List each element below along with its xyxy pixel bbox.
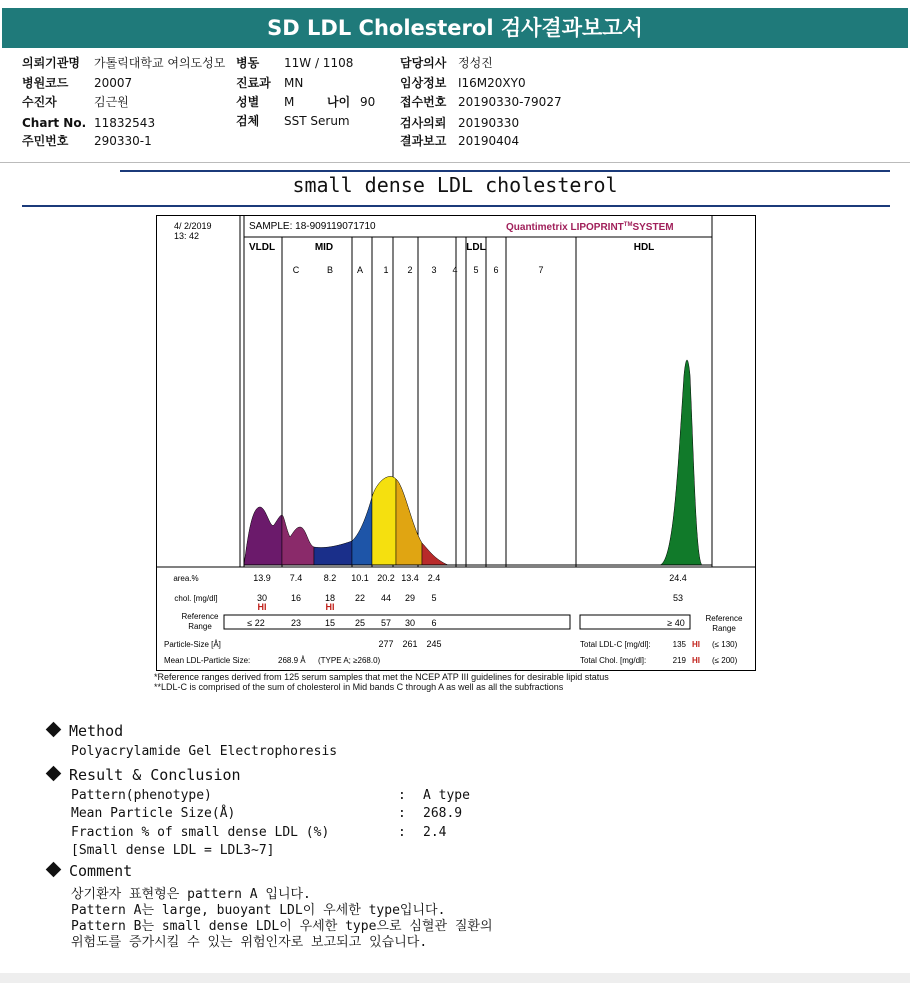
footnote-1: *Reference ranges derived from 125 serum samples that met the NCEP ATP III guidelines for desirable lipid status [154, 672, 609, 682]
result-heading-text: Result & Conclusion [69, 766, 241, 784]
code-value: 20007 [94, 76, 133, 90]
result-note: [Small dense LDL = LDL3~7] [71, 843, 275, 858]
comment-line-4: 위험도를 증가시킬 수 있는 위험인자로 보고되고 있습니다. [71, 935, 428, 950]
result-val-2: 268.9 [423, 806, 463, 821]
report-title: SD LDL Cholesterol 검사결과보고서 [2, 8, 908, 48]
brand-label: Quantimetrix LIPOPRINT™SYSTEM [506, 222, 674, 233]
comment-heading [48, 862, 132, 880]
total-chol-value: 219 [672, 656, 686, 665]
band-label-A: A [356, 265, 364, 275]
result-val-1: A type [423, 788, 470, 803]
method-heading-text: Method [69, 722, 124, 740]
row-label-size: Particle-Size [Å] [164, 640, 221, 649]
area-value: 13.4 [401, 573, 419, 583]
total-chol-label: Total Chol. [mg/dl]: [580, 656, 647, 665]
group-vldl: VLDL [248, 242, 276, 253]
area-value: 10.1 [351, 573, 369, 583]
diamond-bullet-icon [46, 862, 62, 878]
total-ldl-value: 135 [672, 640, 686, 649]
result-val-3: 2.4 [423, 825, 447, 840]
divider [0, 162, 910, 163]
receipt-value: 20190330-79027 [458, 95, 562, 109]
patient-value: 김근원 [94, 95, 129, 109]
hospital-value: 가톨릭대학교 여의도성모 [94, 56, 226, 70]
result-key-3: Fraction % of small dense LDL (%) [71, 825, 330, 840]
title-rule-bottom [22, 205, 890, 207]
dept-value: MN [284, 76, 304, 90]
diamond-bullet-icon [46, 766, 62, 782]
specimen-label: 검체 [236, 114, 260, 128]
area-value: 20.2 [377, 573, 395, 583]
chol-value: 16 [290, 593, 302, 603]
comment-heading-text: Comment [69, 862, 133, 880]
particle-size-value: 277 [378, 639, 394, 649]
chol-value: 30 [256, 593, 268, 603]
code-label: 병원코드 [22, 76, 69, 90]
chol-value: 44 [380, 593, 392, 603]
chol-value: 53 [672, 593, 684, 603]
dept-label: 진료과 [236, 76, 271, 90]
doctor-label: 담당의사 [400, 56, 447, 70]
ref-value: 15 [324, 618, 336, 628]
specimen-value: SST Serum [284, 114, 350, 128]
chol-value: 29 [404, 593, 416, 603]
band-label-5: 5 [473, 265, 479, 275]
id-value: 290330-1 [94, 134, 152, 148]
comment-line-1: 상기환자 표현형은 pattern A 입니다. [71, 887, 311, 902]
total-ldl-ref: (≤ 130) [712, 640, 738, 649]
ref-value: 30 [404, 618, 416, 628]
method-heading [48, 722, 123, 740]
area-value: 2.4 [427, 573, 441, 583]
chol-value: 18 [324, 593, 336, 603]
ref-value: 6 [431, 618, 437, 628]
result-heading [48, 766, 241, 784]
report-date: 20190404 [458, 134, 520, 148]
row-label-ref: Reference [181, 612, 219, 621]
ward-value: 11W / 1108 [284, 56, 354, 70]
band-label-2: 2 [407, 265, 413, 275]
chart-no-value: 11832543 [94, 116, 156, 130]
band-label-3: 3 [431, 265, 437, 275]
sex-value: M [284, 95, 295, 109]
band-label-1: 1 [383, 265, 389, 275]
bottom-bar [0, 973, 910, 983]
comment-line-2: Pattern A는 large, buoyant LDL이 우세한 type입니다. [71, 903, 446, 918]
area-value: 8.2 [323, 573, 337, 583]
band-label-7: 7 [538, 265, 544, 275]
area-ldl1 [372, 476, 396, 565]
age-label: 나이 [327, 95, 351, 109]
mean-size-value: 268.9 Å [278, 656, 306, 665]
patient-label: 수진자 [22, 95, 57, 109]
title-rule-top [120, 170, 890, 172]
chart-no-label: Chart No. [22, 116, 87, 130]
area-value: 7.4 [289, 573, 303, 583]
ref-value: ≥ 40 [667, 618, 685, 628]
sex-label: 성별 [236, 95, 260, 109]
age-value: 90 [360, 95, 376, 109]
row-label-area: area.% [173, 574, 199, 583]
area-value: 13.9 [253, 573, 271, 583]
result-sep: : [398, 825, 406, 840]
total-chol-ref: (≤ 200) [712, 656, 738, 665]
band-label-4: 4 [452, 265, 458, 275]
chart-time: 13: 42 [174, 231, 200, 241]
ref-value: 57 [380, 618, 392, 628]
chol-value: 22 [354, 593, 366, 603]
area-value: 24.4 [669, 573, 687, 583]
row-label-chol: chol. [mg/dl] [174, 594, 218, 603]
request-label: 검사의뢰 [400, 116, 447, 130]
row-label-mean: Mean LDL-Particle Size: [164, 656, 251, 665]
method-text: Polyacrylamide Gel Electrophoresis [71, 744, 338, 759]
particle-size-value: 261 [402, 639, 418, 649]
hospital-label: 의뢰기관명 [22, 56, 80, 70]
id-label: 주민번호 [22, 134, 69, 148]
request-date: 20190330 [458, 116, 520, 130]
band-label-C: C [292, 265, 300, 275]
ref-right-1: Reference [705, 614, 743, 623]
clinical-label: 임상정보 [400, 76, 447, 90]
result-key-2: Mean Particle Size(Å) [71, 806, 236, 821]
clinical-value: I16M20XY0 [458, 76, 526, 90]
result-key-1: Pattern(phenotype) [71, 788, 212, 803]
mean-type-value: (TYPE A; ≥268.0) [318, 656, 381, 665]
ref-value: 23 [290, 618, 302, 628]
hi-flag: HI [257, 602, 267, 612]
ref-right-2: Range [712, 624, 736, 633]
lipoprint-chart [156, 215, 756, 673]
ref-value: ≤ 22 [247, 618, 265, 628]
comment-line-3: Pattern B는 small dense LDL이 우세한 type으로 심혈관 질환의 [71, 919, 493, 934]
report-label: 결과보고 [400, 134, 447, 148]
band-label-6: 6 [493, 265, 499, 275]
sample-id: SAMPLE: 18-909119071710 [249, 221, 376, 232]
total-ldl-label: Total LDL-C [mg/dl]: [580, 640, 651, 649]
ward-label: 병동 [236, 56, 260, 70]
section-title: small dense LDL cholesterol [292, 173, 618, 197]
chart-date: 4/ 2/2019 [174, 221, 212, 231]
result-sep: : [398, 788, 406, 803]
group-mid: MID [314, 242, 334, 253]
band-label-B: B [326, 265, 334, 275]
hi-flag: HI [325, 602, 335, 612]
chol-value: 5 [431, 593, 437, 603]
total-chol-flag: HI [692, 656, 700, 665]
ref-value: 25 [354, 618, 366, 628]
group-hdl: HDL [633, 242, 655, 253]
result-sep: : [398, 806, 406, 821]
receipt-label: 접수번호 [400, 95, 447, 109]
diamond-bullet-icon [46, 722, 62, 738]
doctor-value: 정성진 [458, 56, 493, 70]
total-ldl-flag: HI [692, 640, 700, 649]
group-ldl: LDL [466, 242, 486, 253]
footnote-2: **LDL-C is comprised of the sum of cholesterol in Mid bands C through A as well as all the subfractions [154, 682, 564, 692]
row-label-range: Range [188, 622, 212, 631]
particle-size-value: 245 [426, 639, 442, 649]
